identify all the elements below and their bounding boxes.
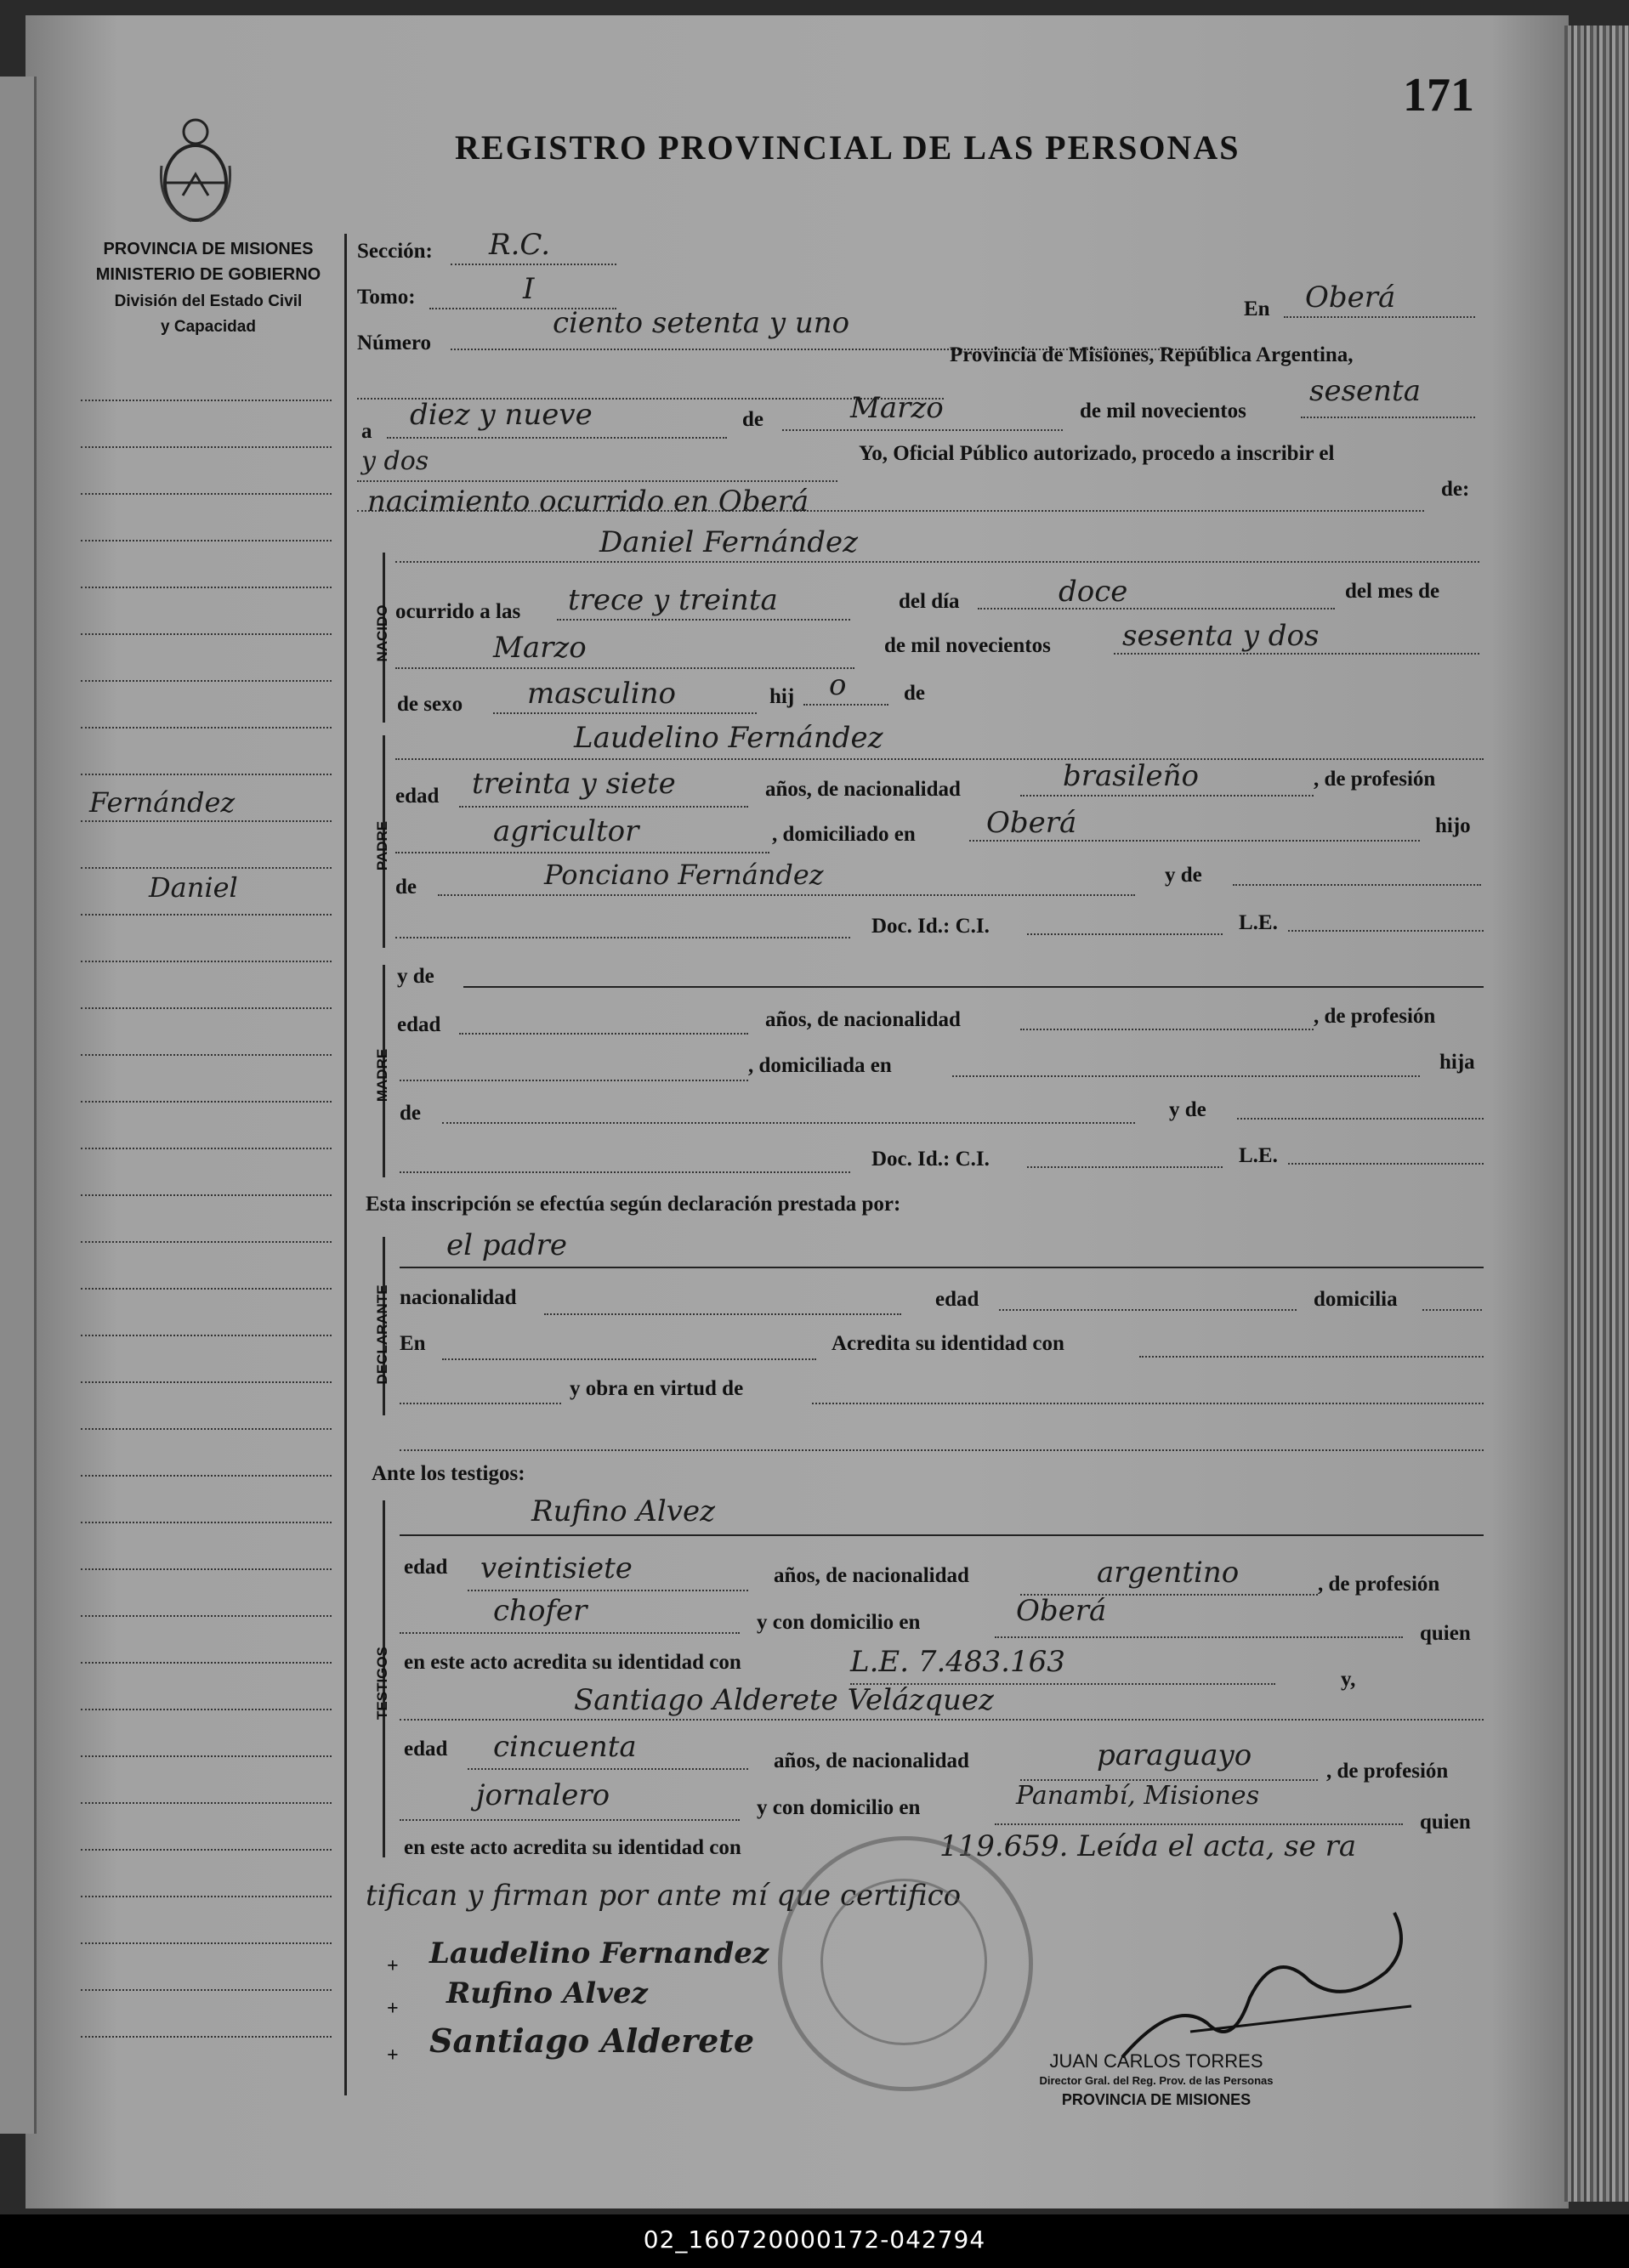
margin-line <box>81 493 332 495</box>
field-madre-ci-line <box>1027 1166 1223 1168</box>
value-dia-nac: doce <box>1059 575 1128 609</box>
value-mes: Marzo <box>850 391 944 425</box>
label-t1-prof: , de profesión <box>1318 1573 1440 1596</box>
label-t1-acredita: en este acto acredita su identidad con <box>404 1651 741 1674</box>
margin-line <box>81 727 332 729</box>
field-padre-nombre-line <box>395 758 1484 760</box>
label-t1-anos: años, de nacionalidad <box>774 1564 969 1587</box>
label-ante-testigos: Ante los testigos: <box>372 1462 525 1485</box>
label-decl-acredita: Acredita su identidad con <box>832 1332 1064 1355</box>
field-decl-edad-line <box>999 1309 1297 1311</box>
side-label-padre: PADRE <box>374 820 390 871</box>
value-padre-edad: treinta y siete <box>472 767 676 801</box>
margin-line <box>81 1662 332 1664</box>
field-nombre-line <box>395 561 1479 563</box>
label-padre-le: L.E. <box>1239 911 1278 934</box>
field-anio-nac-line <box>1114 653 1479 655</box>
value-en: Oberá <box>1305 281 1396 315</box>
value-t1-edad: veintisiete <box>480 1551 633 1585</box>
label-t2-anos: años, de nacionalidad <box>774 1749 969 1772</box>
value-tomo: I <box>523 272 535 306</box>
margin-line <box>81 961 332 962</box>
field-dia-line <box>387 437 727 439</box>
field-decl-dom-line <box>1422 1309 1482 1311</box>
value-padre-dom: Oberá <box>986 806 1077 840</box>
signature-mark-1: + <box>387 1955 399 1977</box>
value-declarante: el padre <box>446 1228 567 1262</box>
margin-line <box>81 1849 332 1851</box>
value-hora: trece y treinta <box>568 583 778 617</box>
header-ministry: MINISTERIO DE GOBIERNO <box>95 265 321 284</box>
facing-page-edge <box>0 77 37 2134</box>
value-cierre: tifican y firman por ante mí que certifico <box>366 1879 962 1913</box>
label-t2-edad: edad <box>404 1738 448 1761</box>
label-ocurrido: ocurrido a las <box>395 600 521 623</box>
page-number: 171 <box>1403 69 1474 122</box>
margin-line <box>81 1568 332 1570</box>
margin-line <box>81 1335 332 1336</box>
field-madre-blank-line <box>400 1171 850 1173</box>
label-de-colon: de: <box>1441 478 1470 501</box>
field-madre-prof-line <box>400 1080 748 1081</box>
label-t1-y: y, <box>1341 1668 1356 1691</box>
label-de: de <box>742 408 763 431</box>
signature-2: Rufino Alvez <box>446 1976 648 2010</box>
field-madre-de-line <box>442 1122 1135 1124</box>
label-a: a <box>361 420 372 443</box>
image-id-footer: 02_160720000172-042794 <box>0 2214 1629 2268</box>
margin-line <box>81 774 332 775</box>
value-testigo1: Rufino Alvez <box>531 1494 716 1528</box>
label-t2-dom: y con domicilio en <box>757 1796 921 1819</box>
margin-line <box>81 680 332 682</box>
label-padre-dom: , domiciliado en <box>772 823 916 846</box>
label-del-dia: del día <box>899 590 960 613</box>
signature-mark-3: + <box>387 2044 399 2067</box>
label-hij-de: de <box>904 682 925 705</box>
label-numero: Número <box>357 332 432 354</box>
field-decl-obra-line <box>812 1403 1484 1404</box>
label-madre-anos: años, de nacionalidad <box>765 1008 961 1031</box>
value-anio: sesenta <box>1309 374 1421 408</box>
value-padre-nombre: Laudelino Fernández <box>574 721 883 755</box>
field-madre-nombre-line <box>463 986 1484 988</box>
field-testigo1-line <box>400 1534 1484 1536</box>
margin-line <box>81 1288 332 1290</box>
side-label-testigos: TESTIGOS <box>374 1647 390 1720</box>
margin-line <box>81 1007 332 1009</box>
label-padre-y-de: y de <box>1165 864 1202 887</box>
margin-line <box>81 1475 332 1477</box>
field-padre-blank-line <box>395 937 850 938</box>
label-del-mes: del mes de <box>1345 580 1440 603</box>
official-role: Director Gral. del Reg. Prov. de las Personas <box>1039 2074 1274 2087</box>
label-t2-acredita: en este acto acredita su identidad con <box>404 1836 741 1859</box>
coat-of-arms-icon <box>157 115 234 225</box>
field-decl-blank-line <box>400 1403 561 1404</box>
value-nacimiento: nacimiento ocurrido en Oberá <box>367 485 809 519</box>
label-decl-edad: edad <box>935 1288 979 1311</box>
field-t2-dom-line <box>995 1823 1403 1825</box>
margin-line <box>81 1194 332 1196</box>
value-padre-de: Ponciano Fernández <box>544 859 824 891</box>
official-province: PROVINCIA DE MISIONES <box>1061 2091 1252 2108</box>
label-t2-quien: quien <box>1420 1811 1471 1834</box>
value-t2-edad: cincuenta <box>493 1730 637 1764</box>
field-padre-ci-line <box>1027 933 1223 935</box>
value-hij: o <box>829 668 847 702</box>
header-province: PROVINCIA DE MISIONES <box>103 240 314 258</box>
margin-line <box>81 867 332 869</box>
field-padre-nac-line <box>1020 795 1314 797</box>
margin-line <box>81 1615 332 1617</box>
label-padre-prof: , de profesión <box>1314 768 1436 791</box>
label-madre-y-de2: y de <box>1169 1098 1206 1121</box>
field-hora-line <box>557 619 850 621</box>
field-padre-de-line <box>438 894 1135 896</box>
margin-line <box>81 1802 332 1804</box>
label-madre-doc: Doc. Id.: C.I. <box>871 1148 990 1171</box>
margin-line <box>81 1054 332 1056</box>
header-division: División del Estado Civil <box>114 292 303 310</box>
label-yo-oficial: Yo, Oficial Público autorizado, procedo a inscribir el <box>859 442 1335 465</box>
value-t2-nac: paraguayo <box>1097 1738 1252 1772</box>
margin-line <box>81 1241 332 1243</box>
margin-line <box>81 820 332 822</box>
value-t1-nac: argentino <box>1097 1556 1240 1590</box>
value-anio-nac: sesenta y dos <box>1122 619 1320 653</box>
value-t1-dom: Oberá <box>1016 1594 1107 1628</box>
book-spine <box>1564 26 1629 2202</box>
field-t2-prof-line <box>400 1819 740 1821</box>
value-t1-doc: L.E. 7.483.163 <box>850 1645 1065 1679</box>
field-decl-en-line <box>442 1358 816 1360</box>
field-padre-le-line <box>1288 930 1484 932</box>
field-decl-nac-line <box>544 1313 901 1315</box>
field-mes-nac-line <box>395 667 854 669</box>
label-t1-dom: y con domicilio en <box>757 1611 921 1634</box>
margin-line <box>81 1428 332 1430</box>
value-sexo: masculino <box>527 677 677 711</box>
field-madre-nac-line <box>1020 1029 1314 1030</box>
label-madre-le: L.E. <box>1239 1144 1278 1167</box>
label-en: En <box>1244 298 1270 320</box>
label-padre-edad: edad <box>395 785 440 808</box>
side-label-nacido: NACIDO <box>374 604 390 662</box>
value-t2-dom: Panambí, Misiones <box>1016 1781 1260 1811</box>
value-t1-prof: chofer <box>493 1594 587 1628</box>
label-decl-domicilia: domicilia <box>1314 1288 1398 1311</box>
label-t1-edad: edad <box>404 1556 448 1579</box>
label-padre-de: de <box>395 876 417 899</box>
label-decl-nacionalidad: nacionalidad <box>400 1286 517 1309</box>
label-inscripcion: Esta inscripción se efectúa según declaración prestada por: <box>366 1193 901 1216</box>
value-t2-doc: 119.659. Leída el acta, se ra <box>939 1829 1357 1863</box>
field-hij-line <box>803 704 888 706</box>
field-declarante-line <box>400 1267 1484 1268</box>
field-madre-dom-line <box>952 1075 1420 1077</box>
header-capacity: y Capacidad <box>161 318 256 336</box>
value-anio2: y dos <box>361 446 429 476</box>
label-hijo: hijo <box>1435 814 1471 837</box>
label-padre-doc: Doc. Id.: C.I. <box>871 915 990 938</box>
field-t1-dom-line <box>995 1636 1403 1638</box>
label-tomo: Tomo: <box>357 286 416 309</box>
field-madre-le-line <box>1288 1163 1484 1165</box>
margin-line <box>81 1381 332 1383</box>
label-hija: hija <box>1439 1051 1475 1074</box>
field-t2-edad-line <box>468 1768 748 1770</box>
signature-mark-2: + <box>387 1998 399 2020</box>
label-madre-de: de <box>400 1102 421 1125</box>
margin-line <box>81 1942 332 1944</box>
margin-line <box>81 914 332 916</box>
margin-line <box>81 587 332 588</box>
label-padre-anos: años, de nacionalidad <box>765 778 961 801</box>
field-en-line <box>1284 316 1475 318</box>
margin-line <box>81 633 332 635</box>
margin-line <box>81 1522 332 1523</box>
field-anio2-line <box>357 480 837 482</box>
label-madre-prof: , de profesión <box>1314 1005 1436 1028</box>
label-decl-en: En <box>400 1332 426 1355</box>
field-decl-acredita-line <box>1139 1356 1484 1358</box>
field-mes-line <box>782 429 1063 431</box>
official-name: JUAN CARLOS TORRES <box>1049 2050 1263 2072</box>
field-padre-dom-line <box>969 840 1420 842</box>
value-dia: diez y nueve <box>410 398 593 432</box>
field-anio-line <box>1301 417 1475 418</box>
margin-line <box>81 400 332 401</box>
value-numero: ciento setenta y uno <box>553 306 850 340</box>
field-madre-edad-line <box>459 1033 748 1035</box>
field-t1-prof-line <box>400 1632 740 1634</box>
margin-line <box>81 2036 332 2038</box>
margin-line <box>81 1709 332 1710</box>
label-hij: hij <box>769 685 795 708</box>
label-madre-dom: , domiciliada en <box>748 1054 892 1077</box>
field-decl-blank2-line <box>400 1449 1484 1451</box>
official-seal <box>778 1836 1033 2091</box>
margin-given-name: Daniel <box>149 871 238 904</box>
label-seccion: Sección: <box>357 240 433 263</box>
label-t2-prof: , de profesión <box>1326 1760 1449 1783</box>
value-seccion: R.C. <box>489 228 551 262</box>
field-padre-edad-line <box>459 806 748 808</box>
label-madre-y-de: y de <box>397 965 434 988</box>
field-seccion-line <box>451 264 616 265</box>
field-dia-nac-line <box>978 608 1335 610</box>
margin-line <box>81 1896 332 1897</box>
signature-1: Laudelino Fernandez <box>429 1936 769 1970</box>
margin-line <box>81 1989 332 1991</box>
label-de-mil: de mil novecientos <box>1080 400 1246 422</box>
value-mes-nac: Marzo <box>493 631 587 665</box>
value-padre-prof: agricultor <box>493 814 639 848</box>
official-signature-icon <box>1105 1896 1428 2074</box>
label-de-mil-nac: de mil novecientos <box>884 634 1051 657</box>
field-t1-edad-line <box>468 1590 748 1591</box>
margin-line <box>81 1148 332 1149</box>
signature-3: Santiago Alderete <box>429 2021 755 2060</box>
margin-line <box>81 1101 332 1103</box>
field-sexo-line <box>493 712 757 714</box>
field-testigo2-line <box>400 1719 1484 1721</box>
margin-divider <box>344 234 347 2095</box>
margin-surname: Fernández <box>89 786 236 819</box>
value-testigo2: Santiago Alderete Velázquez <box>574 1683 994 1717</box>
label-sexo: de sexo <box>397 693 463 716</box>
field-padre-y-de-line <box>1233 884 1481 886</box>
value-t2-prof: jornalero <box>476 1778 610 1812</box>
label-decl-y-obra: y obra en virtud de <box>570 1377 744 1400</box>
value-padre-nac: brasileño <box>1063 759 1199 793</box>
value-nombre: Daniel Fernández <box>599 525 859 559</box>
field-madre-y-de2-line <box>1237 1118 1484 1120</box>
margin-line <box>81 446 332 448</box>
document-title: REGISTRO PROVINCIAL DE LAS PERSONAS <box>455 128 1240 167</box>
label-provincia: Provincia de Misiones, República Argentina, <box>950 343 1354 366</box>
field-padre-prof-line <box>395 852 769 853</box>
label-madre-edad: edad <box>397 1013 441 1036</box>
margin-line <box>81 540 332 541</box>
margin-line <box>81 1755 332 1757</box>
side-label-madre: MADRE <box>374 1048 390 1103</box>
side-label-declarante: DECLARANTE <box>374 1284 390 1385</box>
label-t1-quien: quien <box>1420 1622 1471 1645</box>
